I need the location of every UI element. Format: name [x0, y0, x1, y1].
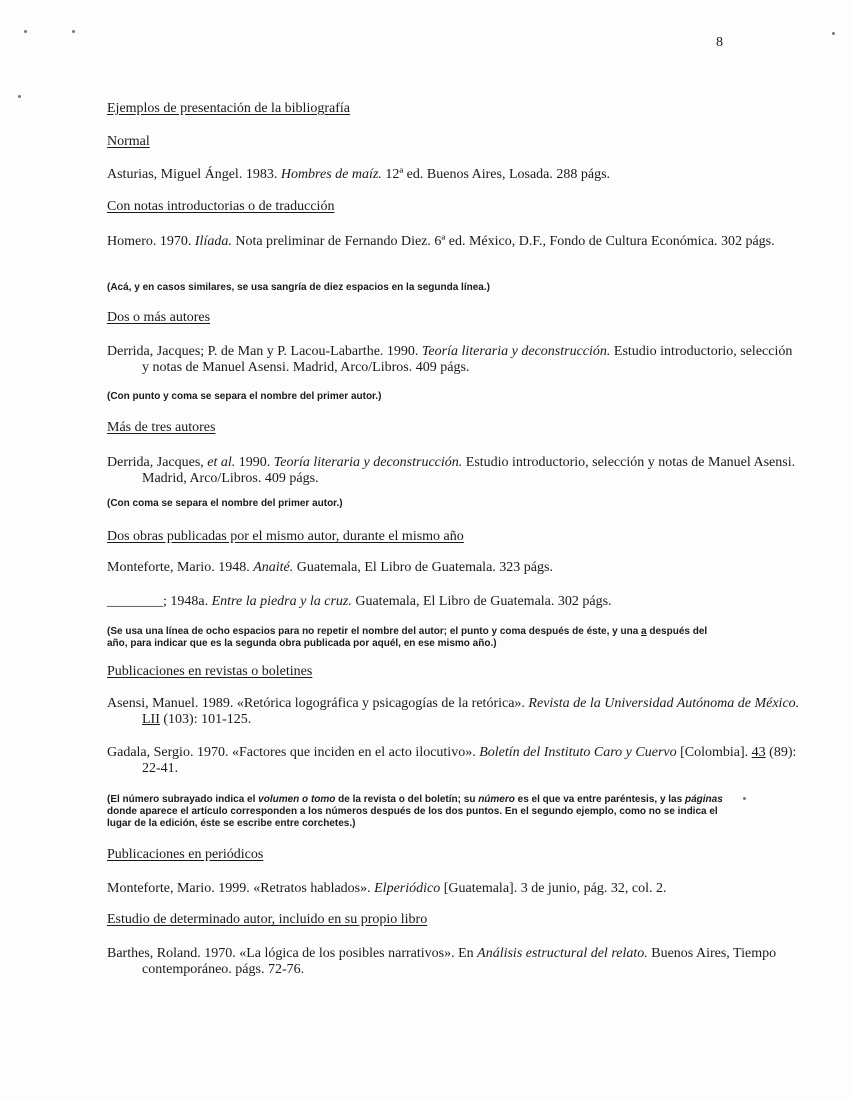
- scan-speck: [72, 30, 75, 33]
- bibliography-entry: Asensi, Manuel. 1989. «Retórica logográfica y psicagogías de la retórica». Revista de la Universidad Autónoma de México. LII (103): 101-125.: [107, 696, 800, 727]
- section-heading-three-authors: Más de tres autores: [107, 420, 216, 435]
- bibliography-entry: ________; 1948a. Entre la piedra y la cruz. Guatemala, El Libro de Guatemala. 302 págs.: [107, 594, 612, 609]
- scan-speck: [832, 32, 835, 35]
- section-heading-own-book: Estudio de determinado autor, incluido en su propio libro: [107, 912, 428, 927]
- explanatory-note: (Con punto y coma se separa el nombre del primer autor.): [107, 391, 382, 402]
- section-heading-same-author: Dos obras publicadas por el mismo autor, durante el mismo año: [107, 529, 464, 544]
- section-heading-two-authors: Dos o más autores: [107, 310, 211, 325]
- section-heading-translation: Con notas introductorias o de traducción: [107, 199, 335, 214]
- bibliography-entry: Monteforte, Mario. 1948. Anaité. Guatemala, El Libro de Guatemala. 323 págs.: [107, 560, 553, 575]
- scan-speck: [24, 30, 27, 33]
- explanatory-note: (Con coma se separa el nombre del primer autor.): [107, 498, 343, 509]
- section-heading-normal: Normal: [107, 134, 150, 149]
- bibliography-entry: Asturias, Miguel Ángel. 1983. Hombres de maíz. 12ª ed. Buenos Aires, Losada. 288 págs.: [107, 167, 611, 182]
- explanatory-note: (Se usa una línea de ocho espacios para no repetir el nombre del autor; el punto y coma después de éste, y una a después del año, para indicar que es la segunda obra publicada por aquél, en ese mismo año.): [107, 626, 708, 649]
- author-repeat-line: ________: [107, 594, 163, 609]
- scan-speck: [18, 95, 21, 98]
- scan-speck: [743, 797, 746, 800]
- explanatory-note: (El número subrayado indica el volumen o tomo de la revista o del boletín; su número es el que va entre paréntesis, y las páginas donde aparece el artículo corresponden a los números después de los dos puntos. En el segundo ejemplo, como no se indica el lugar de la edición, éste se escribe entre corchetes.): [107, 794, 723, 829]
- bibliography-entry: Monteforte, Mario. 1999. «Retratos hablados». Elperiódico [Guatemala]. 3 de junio, pág. 32, col. 2.: [107, 881, 667, 896]
- explanatory-note: (Acá, y en casos similares, se usa sangría de diez espacios en la segunda línea.): [107, 282, 490, 293]
- section-heading-newspapers: Publicaciones en periódicos: [107, 847, 264, 862]
- page-number: 8: [716, 35, 723, 50]
- section-heading-journals: Publicaciones en revistas o boletines: [107, 664, 313, 679]
- bibliography-entry: Derrida, Jacques; P. de Man y P. Lacou-Labarthe. 1990. Teoría literaria y deconstrucción. Estudio introductorio, selección y notas de Manuel Asensi. Madrid, Arco/Libros. 409 págs.: [107, 344, 793, 375]
- bibliography-entry: Gadala, Sergio. 1970. «Factores que inciden en el acto ilocutivo». Boletín del Instituto Caro y Cuervo [Colombia]. 43 (89): 22-41.: [107, 745, 797, 776]
- page-title: Ejemplos de presentación de la bibliografía: [107, 101, 350, 116]
- bibliography-entry: Homero. 1970. Ilíada. Nota preliminar de Fernando Diez. 6ª ed. México, D.F., Fondo de Cultura Económica. 302 págs.: [107, 234, 775, 249]
- bibliography-entry: Derrida, Jacques, et al. 1990. Teoría literaria y deconstrucción. Estudio introductorio, selección y notas de Manuel Asensi. Madrid, Arco/Libros. 409 págs.: [107, 455, 796, 486]
- bibliography-entry: Barthes, Roland. 1970. «La lógica de los posibles narrativos». En Análisis estructural del relato. Buenos Aires, Tiempo contemporáneo. págs. 72-76.: [107, 946, 777, 977]
